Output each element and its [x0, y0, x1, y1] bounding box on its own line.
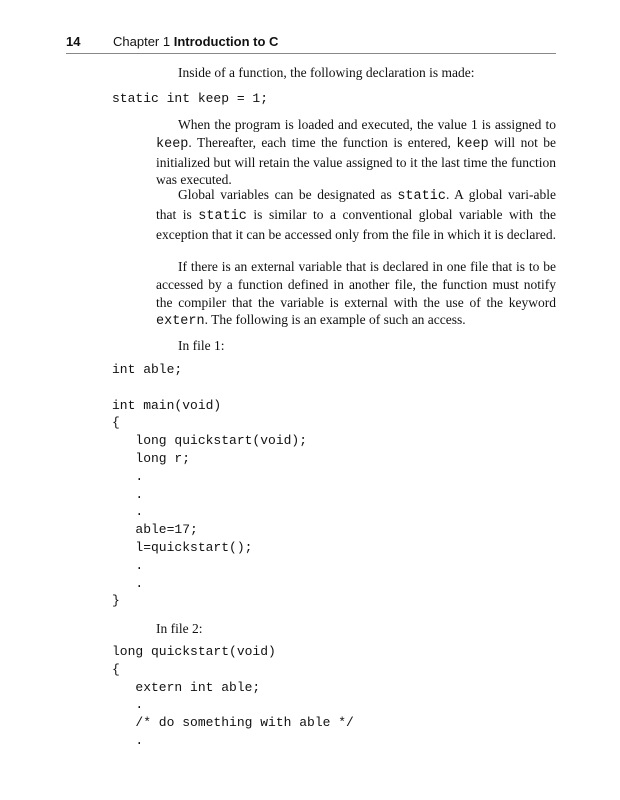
code-static-declaration: static int keep = 1; — [112, 91, 269, 106]
paragraph-static-explanation — [156, 116, 556, 189]
intro-sentence: Inside of a function, the following declaration is made: — [178, 65, 475, 80]
chapter-title: Introduction to C — [173, 34, 279, 49]
page-number: 14 — [66, 34, 81, 49]
paragraph-global-static — [156, 186, 556, 243]
chapter-label: Chapter 1 — [113, 34, 171, 49]
paragraph-extern — [156, 258, 556, 331]
text-run: . The following is an example of such an access. — [204, 312, 466, 328]
text-run: . A global vari-able that is — [156, 187, 556, 222]
inline-code: keep — [456, 136, 489, 152]
inline-code: keep — [156, 136, 189, 152]
file1-label: In file 1: — [178, 338, 225, 353]
text-run: Global variables can be designated as — [178, 187, 398, 202]
text-run: If there is an external variable that is declared in one file that is to be accessed by a function defined in another file, the function must notify the compiler that the variable is external with the use of the keyword — [156, 259, 556, 310]
inline-code: static — [198, 208, 247, 224]
text-run: is similar to a conventional global variable with the exception that it can be accessed only from the file in which it is declared. — [156, 206, 557, 242]
text-run: will not be initialized but will retain the value assigned to it the last time the function was executed. — [156, 134, 556, 188]
code-file1: int able; int main(void) { long quickstart(void); long r; . . . able=17; l=quickstart(); . . } — [112, 362, 308, 609]
code-file2: long quickstart(void) { extern int able; . /* do something with able */ . — [112, 644, 354, 748]
chapter-heading — [113, 34, 278, 50]
text-run: . Thereafter, each time the function is entered, — [188, 134, 457, 150]
inline-code: static — [397, 189, 446, 204]
running-header — [66, 34, 556, 54]
inline-code: extern — [156, 314, 205, 330]
text-run: When the program is loaded and executed, the value 1 is assigned to — [178, 117, 556, 132]
header-rule — [66, 53, 556, 54]
file2-label: In file 2: — [156, 621, 203, 636]
